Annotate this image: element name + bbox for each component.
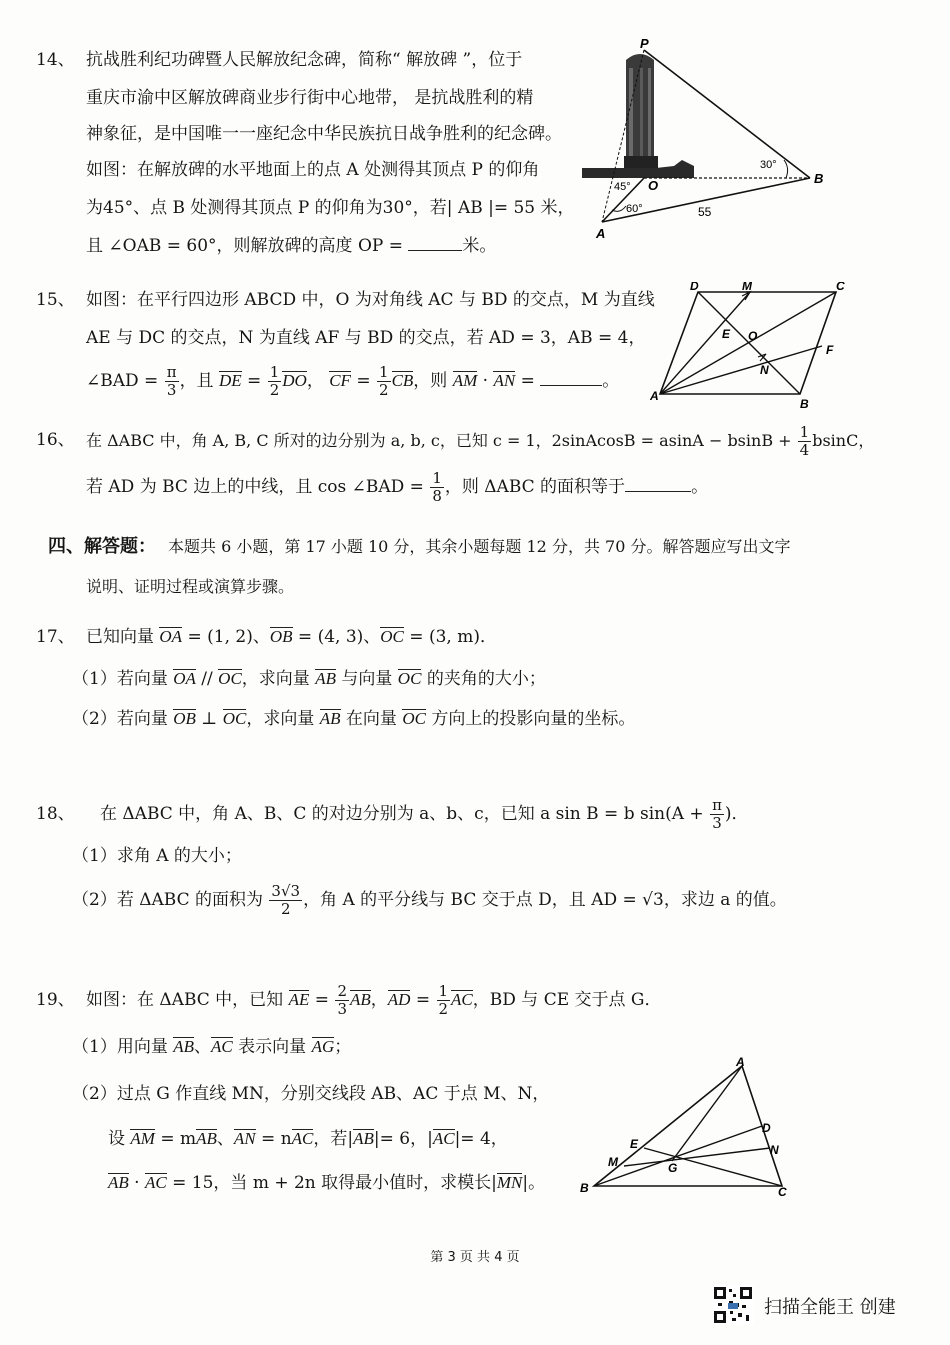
q19-label-D: D xyxy=(762,1121,771,1135)
q18-number: 18、 xyxy=(36,804,75,824)
q18-part-2: （2）若 ΔABC 的面积为 $\frac{3√3}{2}$ ，角 A 的平分线与 BC 交于点 D，且 AD = √3，求边 a 的值。 xyxy=(72,882,787,918)
vec-AN: AN xyxy=(493,371,516,390)
q18-frac-pi-3: $\frac{\pi}{3}$ xyxy=(712,796,722,832)
q19-label-B: B xyxy=(580,1181,589,1195)
q19-frac-1-2: $\frac{1}{2}$ xyxy=(438,982,449,1018)
vec-AM: AM xyxy=(130,1129,155,1148)
q18-line-1: 在 ΔABC 中，角 A、B、C 的对边分别为 a、b、c，已知 a sin B = b sin(A + $\frac{\pi}{3}$ )． xyxy=(100,796,749,832)
vec-AG: AG xyxy=(311,1037,335,1056)
q17-number: 17、 xyxy=(36,627,75,647)
q15-line-2: AE 与 DC 的交点，N 为直线 AF 与 BD 的交点，若 AD = 3，AB = 4， xyxy=(86,328,646,348)
q19-label-M: M xyxy=(608,1155,618,1169)
q19-label-C: C xyxy=(778,1185,787,1198)
q14-label-B: B xyxy=(814,171,824,186)
q19-label-A: A xyxy=(736,1056,745,1069)
q16-line-2: 若 AD 为 BC 边上的中线，且 cos ∠BAD = $\frac{1}{8}$ ，则 ΔABC 的面积等于 。 xyxy=(86,469,709,505)
q15-label-N: N xyxy=(760,363,769,377)
vec-OC: OC xyxy=(380,627,404,646)
q15-number: 15、 xyxy=(36,290,75,310)
q15-label-A: A xyxy=(650,389,659,403)
q15-label-M: M xyxy=(742,282,752,293)
q19-line-1: 如图：在 ΔABC 中，已知 AE = $\frac{2}{3}$ AB，AD = $\frac{1}{2}$ AC，BD 与 CE 交于点 G． xyxy=(86,982,662,1018)
vec-CF: CF xyxy=(329,371,351,390)
q15-label-E: E xyxy=(722,327,731,341)
q19-part-2: （2）过点 G 作直线 MN，分别交线段 AB、AC 于点 M、N， xyxy=(72,1084,550,1104)
q15-line-1: 如图：在平行四边形 ABCD 中，O 为对角线 AC 与 BD 的交点，M 为直线 xyxy=(86,290,655,310)
vec-AC: AC xyxy=(451,990,473,1009)
q19-label-G: G xyxy=(668,1161,678,1175)
q14-angle-45: 45° xyxy=(614,181,631,193)
q15-label-F: F xyxy=(826,343,834,357)
q15-label-D: D xyxy=(690,282,699,293)
vec-AM: AM xyxy=(452,371,478,390)
qr-code-icon xyxy=(712,1285,754,1325)
q14-line-PB xyxy=(644,50,810,178)
q15-label-B: B xyxy=(800,397,809,411)
q15-frac-half-1: $\frac{1}{2}$ xyxy=(269,363,280,399)
q19-number: 19、 xyxy=(36,990,75,1010)
vec-MN: MN xyxy=(496,1173,523,1192)
q14-line-4: 如图：在解放碑的水平地面上的点 A 处测得其顶点 P 的仰角 xyxy=(86,160,540,180)
scanner-stamp xyxy=(712,1285,942,1325)
vec-AB: AB xyxy=(349,990,371,1009)
q14-number: 14、 xyxy=(36,50,75,70)
vec-AE: AE xyxy=(288,990,310,1009)
q15-angle-text: ∠BAD = xyxy=(86,371,164,391)
q15-frac-pi-3: $\frac{\pi}{3}$ xyxy=(166,363,177,399)
vec-AB: AB xyxy=(315,669,336,688)
q19-line-3: 设 AM = mAB、AN = nAC，若|AB|= 6，|AC|= 4， xyxy=(108,1129,508,1149)
q16-number: 16、 xyxy=(36,430,75,450)
q18-part-1: （1）求角 A 的大小； xyxy=(72,846,242,866)
q15-answer-blank xyxy=(540,369,602,386)
vec-AN: AN xyxy=(233,1129,256,1148)
q15-label-O: O xyxy=(748,329,758,343)
section-4-title: 四、解答题： xyxy=(48,536,156,557)
vec-OB: OB xyxy=(269,627,293,646)
stamp-text: 扫描全能王 创建 xyxy=(764,1297,896,1318)
q19-triangle xyxy=(594,1066,782,1186)
q16-line-1: 在 ΔABC 中，角 A, B, C 所对的边分别为 a, b, c，已知 c = 1，2sinAcosB = asinA − bsinB + $\frac{1}{4}$ bsinC， xyxy=(86,423,875,459)
q14-answer-blank xyxy=(408,234,462,251)
q19-line-4: AB · AC = 15，当 m + 2n 取得最小值时，求模长|MN|。 xyxy=(108,1173,546,1193)
q14-length-55: 55 xyxy=(698,205,712,219)
q14-label-A: A xyxy=(596,226,606,241)
q14-line-6-text: 且 ∠OAB = 60°，则解放碑的高度 OP = xyxy=(86,236,409,256)
q14-angle-60: 60° xyxy=(626,203,643,215)
q14-unit: 米。 xyxy=(462,236,497,256)
q19-figure xyxy=(576,1056,806,1198)
q15-line-3: ∠BAD = $\frac{\pi}{3}$ ，且 DE = $\frac{1}{2}$ DO， CF = $\frac{1}{2}$ CB，则 AM · AN = 。 xyxy=(86,363,620,399)
q19-frac-2-3: $\frac{2}{3}$ xyxy=(337,982,347,1018)
q14-line-6 xyxy=(86,234,496,258)
q14-label-O: O xyxy=(648,178,659,193)
q17-line-1: 已知向量 OA = (1, 2)、OB = (4, 3)、OC = (3, m)． xyxy=(86,627,497,647)
q18-frac-area: $\frac{3√3}{2}$ xyxy=(271,882,301,918)
q19-part-1: （1）用向量 AB、AC 表示向量 AG； xyxy=(72,1037,352,1057)
q19-label-N: N xyxy=(770,1143,779,1157)
q14-line-5: 为45°、点 B 处测得其顶点 P 的仰角为30°，若| AB |= 55 米， xyxy=(86,198,575,218)
q19-label-E: E xyxy=(630,1137,639,1151)
q16-frac-1-8: $\frac{1}{8}$ xyxy=(432,469,442,505)
q17-part-2: （2）若向量 OB ⊥ OC，求向量 AB 在向量 OC 方向上的投影向量的坐标。 xyxy=(72,709,636,729)
q15-figure xyxy=(650,282,850,412)
vec-DE: DE xyxy=(218,371,242,390)
q15-frac-half-2: $\frac{1}{2}$ xyxy=(379,363,389,399)
q17-part-1: （1）若向量 OA // OC，求向量 AB 与向量 OC 的夹角的大小； xyxy=(72,669,546,689)
q14-figure xyxy=(574,38,834,244)
vec-OA: OA xyxy=(159,627,183,646)
page-footer: 第 3 页 共 4 页 xyxy=(430,1250,520,1265)
q16-frac-1-4: $\frac{1}{4}$ xyxy=(799,423,810,459)
q16-answer-blank xyxy=(625,475,691,492)
q14-line-3: 神象征，是中国唯一一座纪念中华民族抗日战争胜利的纪念碑。 xyxy=(86,124,562,144)
q14-line-2: 重庆市渝中区解放碑商业步行街中心地带， 是抗战胜利的精 xyxy=(86,88,534,108)
vec-CB: CB xyxy=(391,371,414,390)
vec-DO: DO xyxy=(282,371,307,390)
q15-label-C: C xyxy=(836,282,845,293)
section-4-line-1: 本题共 6 小题，第 17 小题 10 分，其余小题每题 12 分，共 70 分。解答题应写出文字 xyxy=(168,537,791,556)
q14-label-P: P xyxy=(640,38,649,51)
section-4-line-2: 说明、证明过程或演算步骤。 xyxy=(86,577,295,596)
vec-AD: AD xyxy=(387,990,411,1009)
q14-line-1: 抗战胜利纪功碑暨人民解放纪念碑，简称“ 解放碑 ”，位于 xyxy=(86,50,523,70)
q14-angle-30: 30° xyxy=(760,159,777,171)
